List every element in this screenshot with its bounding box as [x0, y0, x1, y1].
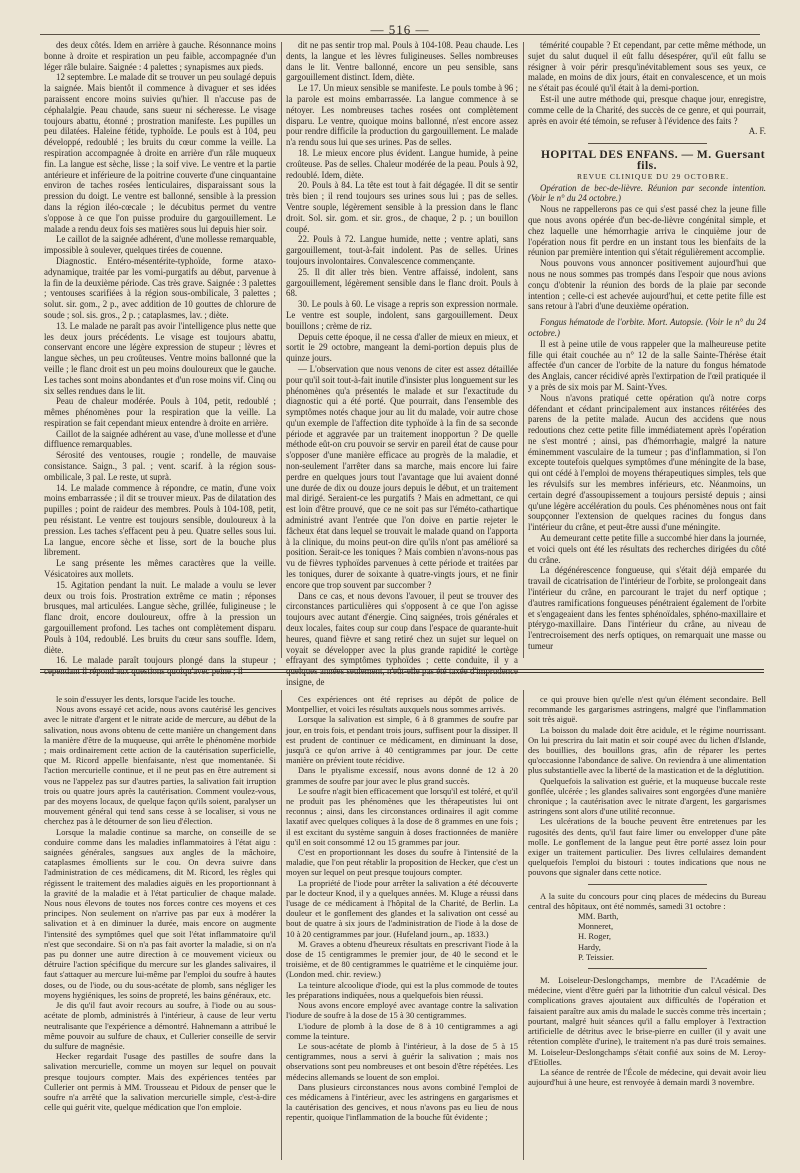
concours-announcement: A la suite du concours pour cinq places de médecins du Bureau central des hôpitaux, ont été nommés, samedi 31 octobre : — [528, 890, 766, 911]
column-divider — [281, 42, 282, 658]
paragraph: L'iodure de plomb à la dose de 8 à 10 centigrammes a agi comme la teinture. — [286, 1020, 518, 1041]
paragraph: Nous avons encore employé avec avantage contre la salivation l'iodure de soufre à la dose de 15 à 30 centigrammes. — [286, 1000, 518, 1021]
operation-title: Opération de bec-de-lièvre. Réunion par seconde intention. (Voir le n° du 24 octobre.) — [528, 182, 766, 204]
paragraph: des deux côtés. Idem en arrière à gauche. Résonnance moins bonne à droite et respiration un peu faible, accompagnée d'un léger râle bulaire. Saignée : 4 palettes ; synapismes aux pieds. — [44, 40, 276, 72]
paragraph: Lorsque la salivation est simple, 6 à 8 grammes de soufre par jour, en trois fois, et pendant trois jours, suffisent pour la dissiper. Il est prudent de continuer ce médicament, en diminuant la dose, jusqu'à ce qu'on arrive à 40 centigrammes par jour. De cette manière on prévient toute récidive. — [286, 714, 518, 766]
section-separator — [40, 672, 764, 673]
news-items — [528, 975, 766, 1087]
page-number: — 516 — — [370, 22, 430, 37]
paragraph: Depuis cette époque, il ne cessa d'aller de mieux en mieux, et sortit le 29 octobre, mangeant la demi-portion depuis plus de quinze jours. — [286, 331, 518, 364]
paragraph: Dans ce cas, et nous devons l'avouer, il peut se trouver des circonstances particulières qui s'opposent à ce que l'on agisse toujours avec autant d'énergie. Cinq saignées, trois générales et deux locales, faites coup sur coup dans l'espace de quarante-huit heures, quand fièvre et sang retiré chez un sujet sur lequel on voyait se développer avec la plus grande rapidité le cortège effrayant des symptômes typhoïdes ; cette conduite, il y a quelques années seulement, n'eût-elle pas été taxée d'imprudence insigne, de — [286, 590, 518, 688]
paragraph: Le caillot de la saignée adhérent, d'une mollesse remarquable, impossible à soulever, quelques tirées de couenne. — [44, 234, 276, 256]
paragraph: Sérosité des ventouses, rougie ; rondelle, de mauvaise consistance. Saign., 3 pal. ; vent. scarif. à la région sous-ombilicale, 3 pal. Le reste, ut suprà. — [44, 450, 276, 482]
top-column-2 — [286, 40, 518, 688]
section-rule — [588, 968, 707, 969]
bottom-column-1 — [44, 694, 276, 1164]
paragraph: Le sous-acétate de plomb à l'intérieur, à la dose de 5 à 15 centigrammes, nous a servi à guérir la salivation ; mais nos observations sont peu nombreuses et ont besoin d'être répétées. Les médecins allemands se louent de son emploi. — [286, 1040, 518, 1082]
paragraph: Lorsque la maladie continue sa marche, on conseille de se conduire comme dans les maladies inflammatoires à l'état aigu : saignées générales, sangsues aux angles de la mâchoire, cataplasmes émollients sur le cou. On devra suivre dans l'administration de ces médicamens, dit M. Ricord, les règles qui régissent le traitement des maladies aiguës en les proportionnant à la gravité de la maladie et à l'état particulier de chaque malade. Nous nous élevons de toutes nos forces contre ces moyens et ces principes. Non seulement on n'arrive pas par eux à modérer la salivation et à en diminuer la durée, mais encore on augmente l'intensité des symptômes quel que soit l'état inflammatoire qu'il n'est que secondaire. Si on n'a pas fait avorter la maladie, si on n'a pas pu donner une autre direction à ce mouvement vicieux ou détruire l'action spécifique du mercure sur les glandes salivaires, il faut s'attaquer au mercure lui-même par l'emploi du soufre à hautes doses, ou de l'iode, ou du sous-acétate de plomb, sans négliger les moyens hygiéniques, les soins de propreté, les bains généraux, etc. — [44, 826, 276, 1000]
paragraph: Hecker regardait l'usage des pastilles de soufre dans la salivation mercurielle, comme un moyen sur lequel on pouvait presque toujours compter. Mais des expériences tentées par Cullerier ont permis à MM. Trousseau et Pidoux de penser que le soufre n'a arrêté que la salivation mercurielle simple, c'est-à-dire celle qui guérit vite, quelque médication que l'on emploie. — [44, 1051, 276, 1113]
paragraph: Les ulcérations de la bouche peuvent être entretenues par les rugosités des dents, qu'il faut faire limer ou envelopper d'une pâte molle. Le gonflement de la langue peut être porté assez loin pour exiger un traitement particulier. Des livres cellulaires demandent quelquefois l'emploi du bistouri : toutes indications que nous ne pouvons que signaler dans cette notice. — [528, 816, 766, 878]
paragraph: Nous n'avons pratiqué cette opération qu'à notre corps défendant et cédant principalement aux instances réitérées des parens de la petite malade. Aucun des accidens que nous redoutions chez cette petite fille immédiatement après l'opération ne s'est montré ; ainsi, pas d'hémorrhagie, malgré la nature éminemment vasculaire de la tumeur ; pas d'inflammation, si l'on excepte toutefois quelques symptômes d'une méningite de la base, qui ont cédé à l'emploi de moyens thérapeutiques simples, tels que les révulsifs sur les membres inférieurs, etc. Néanmoins, un certain degré d'assoupissement a toujours persisté depuis ; ainsi qu'une légère accélération du pouls. Ces phénomènes nous ont fait soupçonner l'extension de quelques racines du fongus dans l'intérieur du crâne, et peut-être aussi d'une méningite. — [528, 392, 766, 533]
paragraph: 22. Pouls à 72. Langue humide, nette ; ventre aplati, sans gargouillement, tout-à-fait indolent. Pas de selles. Urines toujours involontaires. Convalescence commençante. — [286, 234, 518, 266]
section-rule — [588, 884, 707, 885]
paragraph: 25. Il dit aller très bien. Ventre affaissé, indolent, sans gargouillement, légèrement sensible dans le flanc droit. Pouls à 68. — [286, 266, 518, 299]
paragraph: C'est en proportionnant les doses du soufre à l'intensité de la maladie, que l'on peut rétablir la proposition de Hecker, que c'est un moyen sur lequel on peut presque toujours compter. — [286, 847, 518, 878]
paragraph: Au demeurant cette petite fille a succombé hier dans la journée, et voici quels ont été les résultats des recherches dirigées du côté du crâne. — [528, 533, 766, 565]
operation-body — [528, 204, 766, 312]
paragraph: Hardy, — [578, 941, 601, 952]
paragraph: 30. Le pouls à 60. Le visage a repris son expression normale. Le ventre est souple, indolent, sans gargouillement. Deux bouillons ; crème de riz. — [286, 299, 518, 331]
nominee-list — [528, 911, 766, 962]
paragraph: Monneret, — [578, 921, 614, 932]
paragraph: Diagnostic. Entéro-mésentérite-typhoïde, forme ataxo-adynamique, traitée par les vomi-purgatifs au début, parvenue à la fin de la deuxième période. Cas très grave. Saignée : 3 palettes ; ventouses scarifiées à la région sous-ombilicale, 3 palettes ; solut. sir. gom., 2 p., avec addition de 10 gouttes de chlorure de soude ; sol. sis. gros., 2 p. ; cataplasmes, lav. ; diète. — [44, 255, 276, 320]
paragraph: 18. Le mieux encore plus évident. Langue humide, à peine croûteuse. Pas de selles. Chaleur modérée de la peau. Pouls à 92, redoublé. Idem, diète. — [286, 147, 518, 180]
column-divider — [281, 690, 282, 1160]
paragraph: M. Loiseleur-Deslongchamps, membre de l'Académie de médecine, vient d'être guéri par la lithotritie d'un calcul vésical. Des complications graves ajoutaient aux difficultés de l'opération et faisaient paraître aux amis du malade le succès comme très incertain ; pourtant, malgré huit séances qu'il a fallu employer à l'extraction artificielle de détritus avec le brise-pierre en cuiller (il y avait une rétention complète d'urine), le traitement n'a pas duré trois semaines. M. Loiseleur-Deslongchamps s'était confié aux soins de M. Leroy-d'Etiolles. — [528, 975, 766, 1067]
column-divider — [523, 690, 524, 1160]
paragraph: 13. Le malade ne paraît pas avoir l'intelligence plus nette que les deux jours précédents. Le visage est toujours abattu, conservant encore une légère expression de stupeur ; lèvres et langue sèches, un peu croûteuses. Ventre moins ballonné que la veille ; le flanc droit est un peu moins douloureux que le gauche. Les taches sont moins abondantes et d'un rose moins vif. Cinq ou six selles rendues dans le lit. — [44, 320, 276, 396]
paragraph: Peau de chaleur modérée. Pouls à 104, petit, redoublé ; mêmes phénomènes pour la respiration que la veille. La respiration se fait cependant mieux entendre à droite en arrière. — [44, 396, 276, 428]
paragraph: Le 17. Un mieux sensible se manifeste. Le pouls tombe à 96 ; la parole est moins embarrassée. La langue commence à se nétoyer. Les nombreuses taches rosées ont complètement disparu. Le ventre, quoique moins ballonné, n'est encore assez pour rendre difficile la production du gargouillement. Le malade n'a rendu sous lui que ses urines. Pas de selles. — [286, 83, 518, 148]
paragraph: Nous pouvons vous annoncer positivement aujourd'hui que nous ne nous sommes pas trompés dans l'espoir que nous avions conçu d'obtenir la réunion des bords de la plaie par seconde intention ; celle-ci est achevée aujourd'hui, et cette petite fille est sans retour à l'abri d'une deuxième opération. — [528, 258, 766, 312]
header-rule — [40, 34, 760, 35]
paragraph: Nous ne rappellerons pas ce qui s'est passé chez la jeune fille que nous avons opérée d'un bec-de-lièvre congénital simple, et chez laquelle une hémorrhagie arriva le cinquième jour de l'opération nous fit perdre en un instant tous les bienfaits de la réunion par première intention qui s'était régulièrement accomplie. — [528, 204, 766, 258]
fongus-body — [528, 339, 766, 652]
paragraph: 14. Le malade commence à répondre, ce matin, d'une voix moins embarrassée ; il dit se trouver mieux. Pas de dilatation des pupilles ; point de raideur des membres. Pouls à 104-108, petit, peu résistant. Le ventre est toujours sensible, douloureux à la pression. Les taches s'effacent peu à peu. Quatre selles sous lui. La langue, encore sèche et lisse, sort de la bouche plus librement. — [44, 482, 276, 558]
paragraph: Le sang présente les mêmes caractères que la veille. Vésicatoires aux mollets. — [44, 558, 276, 580]
paragraph: 20. Pouls à 84. La tête est tout à fait dégagée. Il dit se sentir très bien ; il rend toujours ses urines sous lui ; pas de selles. Ventre souple, légèrement sensible à la pression dans le flanc droit. Sol. sir. gom. et sir. gros., de chaque, 2 p. ; un bouillon coupé. — [286, 180, 518, 234]
column-divider — [523, 42, 524, 658]
paragraph: Il est à peine utile de vous rappeler que la malheureuse petite fille qui était couchée au n° 12 de la salle Sainte-Thérèse était affectée d'un cancer de l'orbite de la nature du fongus hématode des Anglais, cancer récidivé après l'extirpation de l'œil pratiquée il y a près de six mois par M. Saint-Yves. — [528, 338, 766, 392]
paragraph: 15. Agitation pendant la nuit. Le malade a voulu se lever deux ou trois fois. Prostration extrême ce matin ; réponses brusques, mal articulées. Langue sèche, grillée, fuligineuse ; le flanc droit, encore douloureux, offre à la pression un gargouillement profond. Les taches ont complètement disparu. Pouls à 104, redoublé. Les bruits du cœur sans souffle. Idem, diète. — [44, 579, 276, 655]
top-column-1 — [44, 40, 276, 677]
section-separator — [40, 669, 764, 670]
section-subtitle: REVUE CLINIQUE DU 29 OCTOBRE. — [577, 171, 729, 181]
paragraph: La dégénérescence fongueuse, qui s'était déjà emparée du travail de cicatrisation de l'intérieur de l'orbite, se prolongeait dans l'intérieur du crâne, en parcourant le trajet du nerf optique ; d'autres ramifications fongueuses pénétraient également de l'orbite et s'engageaient dans les fentes sphénoïdales, sphéno-maxillaire et ptérygo-maxillaire. Dans l'intérieur du crâne, au niveau de l'entrecroisement des nerfs optiques, on remarquait une masse ou tumeur — [528, 565, 766, 652]
paragraph: MM. Barth, — [578, 911, 619, 922]
section-rule — [588, 143, 707, 144]
bottom-column-3 — [528, 694, 766, 1164]
paragraph: Je dis qu'il faut avoir recours au soufre, à l'iode ou au sous-acétate de plomb, administrés à l'intérieur, à cause de leur vertu neutralisante que l'expérience a démontré. Hahnemann a attribué le même pouvoir au sulfure de chaux, et Cullerier conseille de servir du sulfure de magnésie. — [44, 1000, 276, 1051]
paragraph: M. Graves a obtenu d'heureux résultats en prescrivant l'iode à la dose de 15 centigrammes le premier jour, de 40 le second et le troisième, et de 80 centigrammes le quatrième et le cinquième jour. (London med. chir. review.) — [286, 938, 518, 980]
paragraph: le soin d'essuyer les dents, lorsque l'acide les touche. — [56, 694, 236, 704]
paragraph: dit ne pas sentir trop mal. Pouls à 104-108. Peau chaude. Les dents, la langue et les lèvres fuligineuses. Selles nombreuses dans le lit. Ventre ballonné, encore un peu sensible, sans gargouillement distinct. Idem, diète. — [286, 40, 518, 83]
paragraph: Ces expériences ont été reprises au dépôt de police de Montpellier, et voici les résultats auxquels nous sommes arrivés. — [286, 694, 518, 715]
fongus-title: Fongus hématode de l'orbite. Mort. Autopsie. (Voir le n° du 24 octobre.) — [528, 317, 766, 338]
paragraph: H. Roger, — [578, 931, 611, 942]
paragraph: Dans plusieurs circonstances nous avons combiné l'emploi de ces médicamens à l'intérieur, avec les astringens en gargarismes et la cautérisation des gencives, et nous n'avons pas eu lieu de nous repentir, quoique l'inflammation de la bouche fût évidente ; — [286, 1081, 518, 1123]
paragraph: 16. Le malade paraît toujours plongé dans la stupeur ; cependant il répond aux questions quoiqu'avec peine ; il — [44, 655, 276, 677]
bottom-column-2 — [286, 694, 518, 1164]
paragraph: ce qui prouve bien qu'elle n'est qu'un élément secondaire. Bell recommande les gargarismes astringens, malgré que l'inflammation soit très aiguë. — [528, 694, 766, 725]
paragraph: Dans le ptyalisme excessif, nous avons donné de 12 à 20 grammes de soufre par jour avec le plus grand succès. — [286, 765, 518, 786]
paragraph: P. Teissier. — [578, 951, 614, 962]
section-title: HOPITAL DES ENFANS. — M. Guersant fils. — [540, 149, 766, 172]
paragraph: Le soufre n'agit bien efficacement que lorsqu'il est toléré, et qu'il ne produit pas les phénomènes que les thérapeutistes lui ont reconnus ; ainsi, dans les circonstances ordinaires il agit comme laxatif avec quelques coliques à la dose de 8 grammes en une fois ; il est excitant du système sanguin à doses fractionnées de manière qu'il en soit consommé 12 ou 15 grammes par jour. — [286, 785, 518, 847]
paragraph: La teinture alcoolique d'iode, qui est la plus commode de toutes les préparations indiquées, nous a quelquefois bien réussi. — [286, 979, 518, 1000]
paragraph: Caillot de la saignée adhérent au vase, d'une mollesse et d'une diffluence remarquables. — [44, 428, 276, 450]
paragraph: Est-il une autre méthode qui, presque chaque jour, enregistre, comme celle de la Charité, des succès de ce genre, et qui pourrait, après en avoir été témoin, se refuser à l'évidence des faits ? — [528, 93, 766, 126]
paragraph: témérité coupable ? Et cependant, par cette même méthode, un sujet du salut duquel il eût fallu désespérer, qu'il eût fallu se résigner à voir périr presqu'inévitablement sous ses yeux, ce malade, en moins de dix jours, était en convalescence, et un mois ne s'était pas écoulé qu'il était à la demi-portion. — [528, 40, 766, 94]
paragraph: La séance de rentrée de l'École de médecine, qui devait avoir lieu aujourd'hui à une heure, est renvoyée à demain mardi 3 novembre. — [528, 1066, 766, 1088]
author-signature: A. F. — [748, 126, 766, 137]
paragraph: 12 septembre. Le malade dit se trouver un peu soulagé depuis la saignée. Mais bientôt il commence à divaguer et ses idées paraissent encore moins suivies qu'hier. Il n'accuse pas de céphalalgie. Peau chaude, sans sueur ni sécheresse. Le visage toujours abattu, étonné ; prostration manifeste. Les pupilles un peu dilatées. Haleine fétide, typhoïde. Le pouls est à 104, peu développé, redoublé ; les bruits du cœur comme la veille. La respiration accompagnée à droite en arrière d'un râle muqueux fin. La langue est sèche, lisse ; la soif vive. Le ventre et la partie antérieure et inférieure de la poitrine couverte d'une cinquantaine environ de taches rosées lenticulaires, disparaissant sous la pression du doigt. Le ventre est ballonné, sensible à la pression dans la région iléo-cœcale ; le décubitus permet du ventre s'oppose à ce que l'on puisse produire du gargouillement. Le malade a rendu deux fois ses matières sous lui depuis hier soir. — [44, 72, 276, 234]
top-column-3 — [528, 40, 766, 660]
paragraph: La propriété de l'iode pour arrêter la salivation a été découverte par le docteur Knod, il y a quelques années. M. Kluge a réussi dans l'usage de ce médicament à l'hôpital de la Charité, de Berlin. La douleur et le gonflement des glandes et la salivation ont cessé au bout de quatre à six jours de l'administration de l'iode à la dose de 10 à 20 centigrammes par jour. (Hufeland journ., ap. 1833.) — [286, 877, 518, 939]
paragraph: Quelquefois la salivation est guérie, et la muqueuse buccale reste gonflée, ulcérée ; les glandes salivaires sont engorgées d'une manière chronique ; la cautérisation avec le nitrate d'argent, les gargarismes astringens sont alors d'une utilité reconnue. — [528, 775, 766, 817]
paragraph: Nous avons essayé cet acide, nous avons cautérisé les gencives avec le nitrate d'argent et le nitrate acide de mercure, au début de la salivation, nous avons obtenu de cette manière un changement dans la manière d'être de la muqueuse, qui arrête le phénomène morbide ; mais ordinairement cette action de la cautérisation superficielle, que M. Ricord appelle bienfaisante, n'est que momentanée. Si l'action mercurielle continue, et il ne peut pas en être autrement si vous ne l'appelez pas sur d'autres parties, la salivation fait irruption trois ou quatre jours après la cautérisation. Comment voulez-vous, par des moyens locaux, de quelque façon qu'ils soient, paralyser un mouvement général qui tend sans cesse à se localiser, si vous ne cherchez pas à le détourner de son lieu d'élection. — [44, 704, 276, 827]
paragraph: La boisson du malade doit être acidule, et le régime nourrissant. On lui prescrira du lait matin et soir coupé avec du lichen d'Islande, des bouillies, des bouillons gras, afin de réparer les pertes qu'occasionne l'abondance de salive. On reviendra à une alimentation plus substantielle avec la liberté de la mastication et de la déglutition. — [528, 724, 766, 776]
paragraph: — L'observation que nous venons de citer est assez détaillée pour qu'il soit tout-à-fait inutile d'insister plus longuement sur les phénomènes qu'a présentés le malade et sur l'exactitude du diagnostic qui a été porté. Que pourrait, dans l'ensemble des symptômes notés chaque jour au lit du malade, voir autre chose qu'un exemple de l'affection dite typhoïde à la fin de sa seconde période et aggravée par un traitement inopportun ? De quelle méthode eût-on cru pouvoir se servir en pareil état de cause pour s'opposer d'une manière efficace au progrès de la maladie, et non-seulement l'arrêter dans sa marche, mais encore lui faire perdre en quelques jours tout l'avantage que lui avaient donné une durée de dix ou douze jours depuis le début, et un traitement mal dirigé. Seraient-ce les purgatifs ? Mais en admettant, ce qui est loin d'être prouvé, que ce ne soit pas sur l'éméto-cathartique administré avant l'entrée que l'on doive en partie rejeter le fâcheux état dans lequel se trouvait le malade quand on l'apporta à la clinique, du moins peut-on dire qu'ils n'ont pas amélioré sa position. Serait-ce les toniques ? Mais combien n'avons-nous pas vu de fièvres typhoïdes parvenues à cette période et traitées par les toniques, durer de soixante à quatre-vingts jours, et ne finir encore que trop souvent par succomber ? — [286, 363, 518, 590]
article-ending — [528, 40, 766, 126]
salivation-conclusion — [528, 694, 766, 878]
